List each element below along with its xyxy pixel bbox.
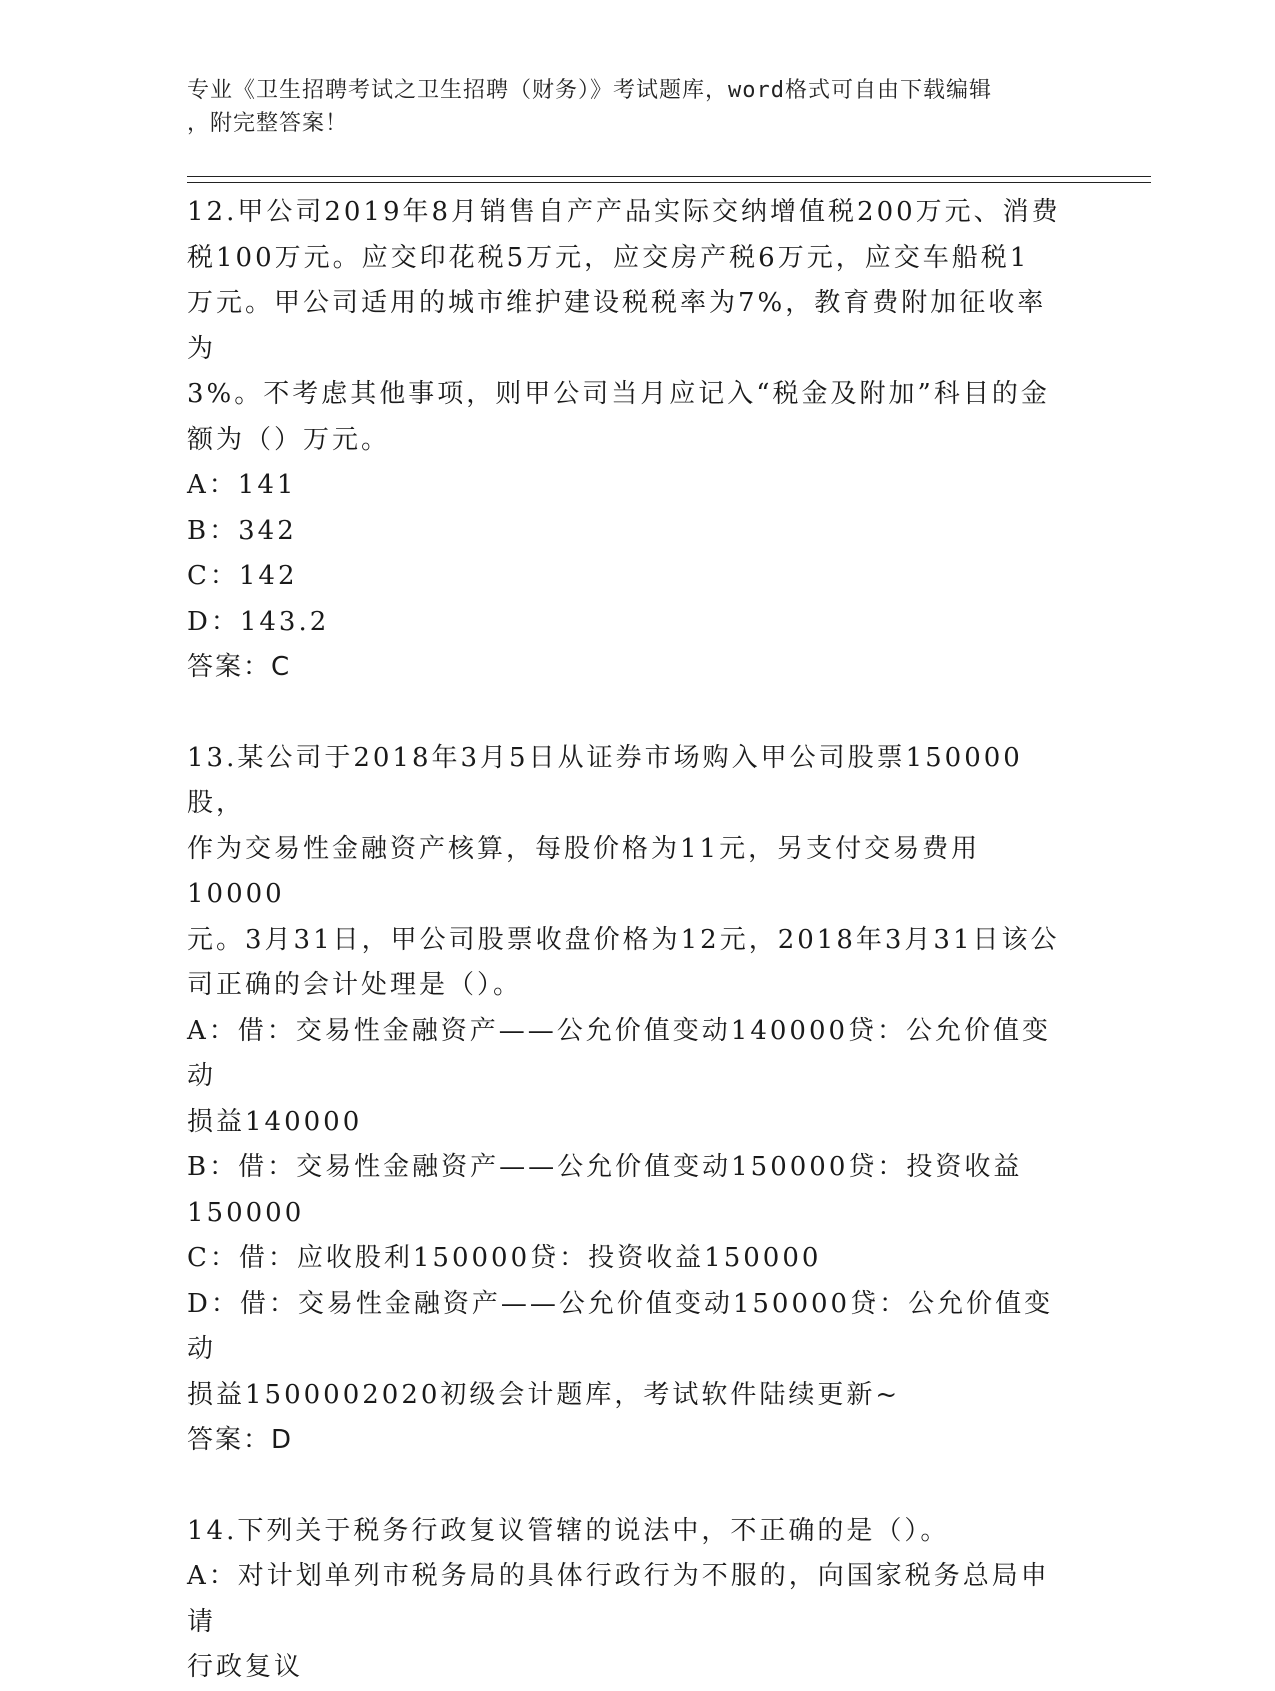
question-12 [187,190,1067,691]
question-stem-line: 12.甲公司2019年8月销售自产产品实际交纳增值税200万元、消费 [187,197,1061,227]
option-b: B：借：交易性金融资产——公允价值变动150000贷：投资收益 [187,1152,1023,1182]
question-stem-line: 万元。甲公司适用的城市维护建设税税率为7%，教育费附加征收率为 [187,288,1047,364]
question-stem-line: 作为交易性金融资产核算，每股价格为11元，另支付交易费用10000 [187,833,981,909]
option-a-continued: 损益140000 [187,1106,363,1137]
option-b: B：342 [187,515,297,546]
option-a: A：141 [187,470,297,500]
question-stem-line: 额为（）万元。 [187,424,391,455]
question-stem-line: 元。3月31日，甲公司股票收盘价格为12元，2018年3月31日该公 [187,924,1060,955]
answer-label: 答案：C [187,652,292,682]
option-a: A：对计划单列市税务局的具体行政行为不服的，向国家税务总局申请 [187,1561,1050,1637]
question-stem-line: 14.下列关于税务行政复议管辖的说法中，不正确的是（）。 [187,1515,950,1546]
option-b-continued: 150000 [187,1197,305,1228]
option-c: C：借：应收股利150000贷：投资收益150000 [187,1243,822,1273]
option-a: A：借：交易性金融资产——公允价值变动140000贷：公允价值变动 [187,1015,1052,1091]
header-line-2: ，附完整答案！ [187,111,349,136]
question-14 [187,1509,1067,1691]
option-d-continued: 损益1500002020初级会计题库，考试软件陆续更新~ [187,1379,901,1410]
question-stem-line: 司正确的会计处理是（）。 [187,970,523,1000]
spacer [187,691,1067,736]
header-divider [187,176,1151,183]
header-line-1: 专业《卫生招聘考试之卫生招聘（财务）》考试题库，word格式可自由下载编辑 [187,78,992,103]
question-stem-line: 税100万元。应交印花税5万元，应交房产税6万元，应交车船税1 [187,242,1030,273]
option-c: C：142 [187,561,298,591]
option-a-continued: 行政复议 [187,1652,304,1682]
spacer [187,1464,1067,1509]
option-d: D：143.2 [187,606,330,637]
page-header [187,74,1067,140]
question-stem-line: 13.某公司于2018年3月5日从证券市场购入甲公司股票150000股， [187,742,1023,818]
question-list [187,190,1067,1691]
option-d: D：借：交易性金融资产——公允价值变动150000贷：公允价值变动 [187,1288,1054,1364]
question-stem-line: 3%。不考虑其他事项，则甲公司当月应记入“税金及附加”科目的金 [187,379,1050,409]
answer-label: 答案：D [187,1425,294,1455]
question-13 [187,736,1067,1464]
